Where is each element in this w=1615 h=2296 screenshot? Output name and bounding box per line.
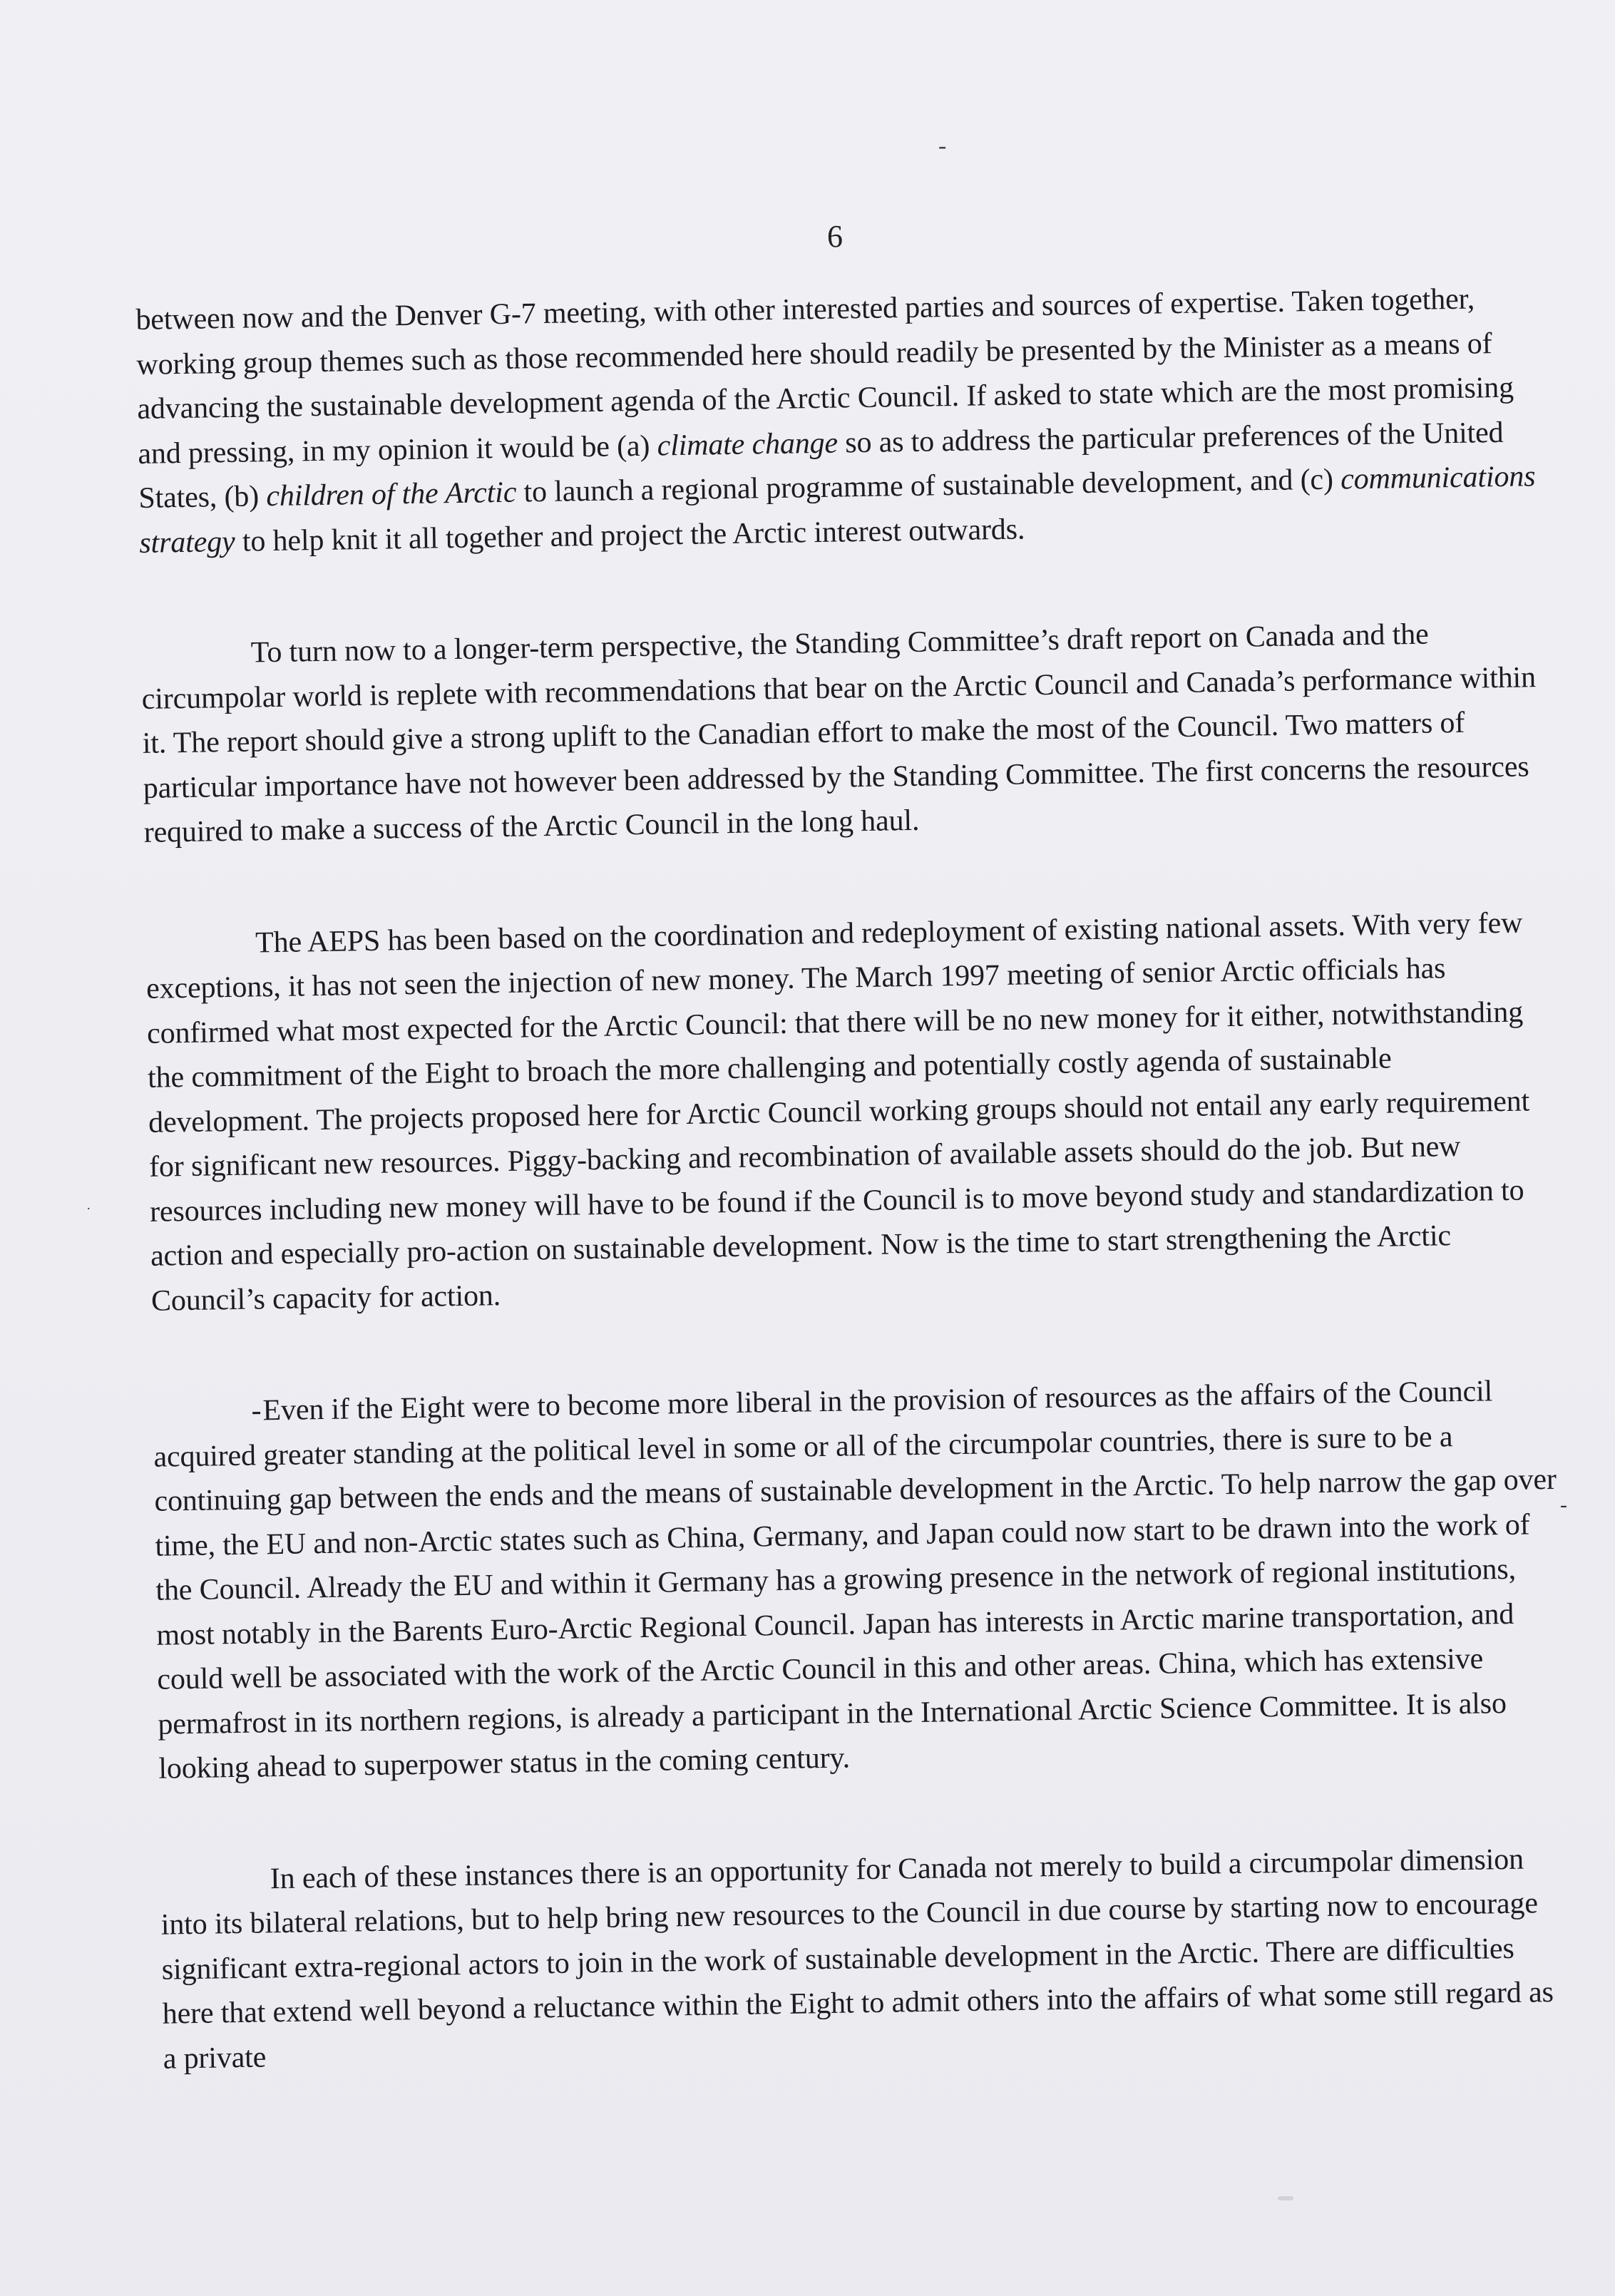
emphasis-children-of-the-arctic: children of the Arctic xyxy=(266,476,517,513)
emphasis-climate-change: climate change xyxy=(657,426,839,463)
paragraph-1-text: between now and the Denver G-7 meeting, with other interested parties and sources of expertise. Taken together, working group themes such as those recommended here should readily be presented by the Minister as a means of advancing the sustainable development agenda of the Arctic Council. If asked to state which are the most promising and pressing, in my opinion it would be (a) xyxy=(135,282,1514,471)
paragraph-2: To turn now to a longer-term perspective, the Standing Committee’s draft report on Canada and the circumpolar world is replete with recommendations that bear on the Arctic Council and Canada’s performance within it. The report should give a strong uplift to the Canadian effort to make the most of the Council. Two matters of particular importance have not however been addressed by the Standing Committee. The first concerns the resources required to make a success of the Arctic Council in the long haul. xyxy=(141,617,1537,849)
top-mark: - xyxy=(938,133,947,159)
page-number: 6 xyxy=(827,219,843,254)
paragraph-1-text: so as to address the particular preferences of the United States, (b) xyxy=(138,416,1504,515)
scan-speck xyxy=(1278,2196,1293,2200)
emphasis-communications-strategy: communications strategy xyxy=(139,460,1536,560)
paragraph-1-text: to help knit it all together and project the Arctic interest outwards. xyxy=(235,512,1025,558)
paragraph-4 xyxy=(153,1368,1567,1791)
paragraph-4-text: Even if the Eight were to become more liberal in the provision of resources as the affairs of the Council acquired greater standing at the political level in some or all of the circumpolar countries, there is sure to be a continuing gap between the ends and the means of sustainable development in the Arctic. To help narrow the gap over time, the EU and non-Arctic states such as China, Germany, and Japan could now start to be drawn into the work of the Council. Already the EU and within it Germany has a growing presence in the network of regional institutions, most notably in the Barents Euro-Arctic Regional Council. Japan has interests in Arctic marine transportation, and could well be associated with the work of the Arctic Council in this and other areas. China, which has extensive permafrost in its northern regions, is already a participant in the International Arctic Science Committee. It is also looking ahead to superpower status in the coming century. xyxy=(153,1375,1557,1785)
body-text xyxy=(135,276,1573,2148)
paragraph-5: In each of these instances there is an opportunity for Canada not merely to build a circumpolar dimension into its bilateral relations, but to help bring new resources to the Council in due course by starting now to encourage significant extra-regional actors to join in the work of sustainable development in the Arctic. There are difficulties here that extend well beyond a reluctance within the Eight to admit others into the affairs of what some still regard as a private xyxy=(160,1843,1554,2076)
paragraph-1 xyxy=(135,276,1548,565)
left-margin-mark: - xyxy=(251,1394,262,1428)
paragraph-3: The AEPS has been based on the coordination and redeployment of existing national assets. With very few exceptions, it has not seen the injection of new money. The March 1997 meeting of senior Arctic officials has confirmed what most expected for the Arctic Council: that there will be no new money for it either, notwithstanding the commitment of the Eight to broach the more challenging and potentially costly agenda of sustainable development. The projects proposed here for Arctic Council working groups should not entail any early requirement for significant new resources. Piggy-backing and recombination of available assets should do the job. But new resources including new money will have to be found if the Council is to move beyond study and standardization to action and especially pro-action on sustainable development. Now is the time to start strengthening the Arctic Council’s capacity for action. xyxy=(145,906,1530,1318)
right-margin-mark: - xyxy=(1560,1493,1567,1517)
paragraph-1-text: to launch a regional programme of sustainable development, and (c) xyxy=(516,463,1341,509)
left-margin-dot: . xyxy=(87,1198,91,1212)
